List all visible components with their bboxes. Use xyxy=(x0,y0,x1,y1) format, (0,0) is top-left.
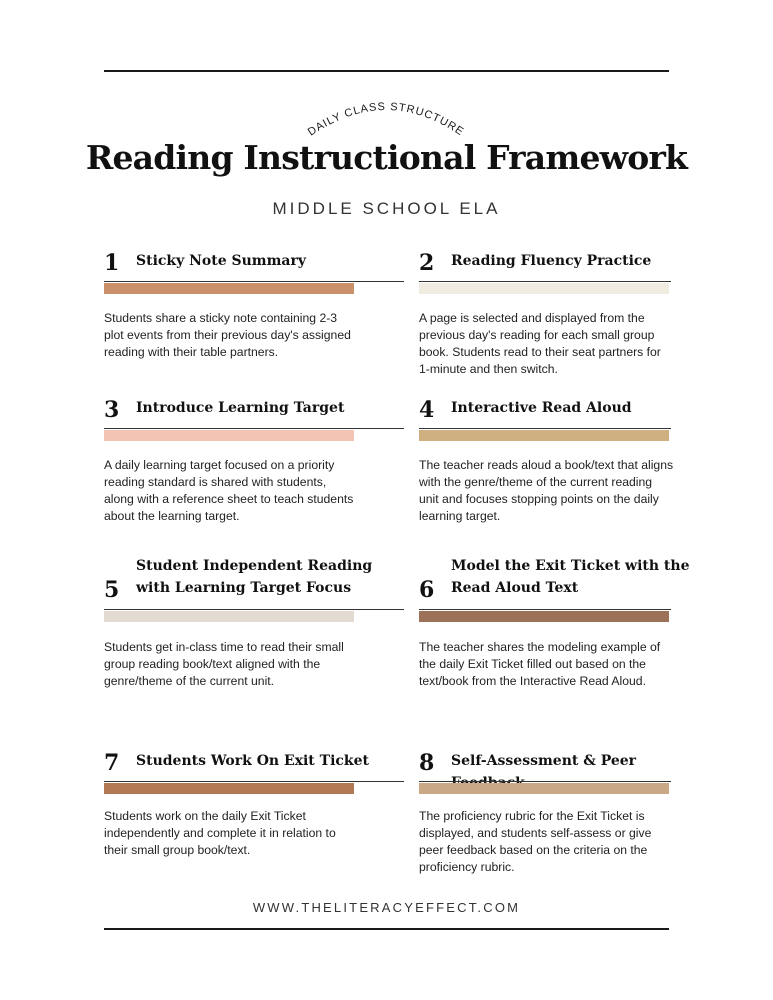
section-number: 8 xyxy=(419,750,435,776)
page-title: Reading Instructional Framework xyxy=(85,138,688,177)
section-heading-line: Students Work On Exit Ticket xyxy=(136,753,369,769)
section-number: 6 xyxy=(419,577,435,603)
section-description: Students share a sticky note containing 2-3 plot events from their previous day's assigned reading with their table partners. xyxy=(104,311,351,359)
section-heading-line: Sticky Note Summary xyxy=(136,253,307,269)
arc-text: DAILY CLASS STRUCTURE xyxy=(305,100,467,139)
section-divider xyxy=(419,609,671,610)
section-description: Students work on the daily Exit Ticket independently and complete it in relation to their small group book/text. xyxy=(104,809,336,857)
section-color-bar xyxy=(419,430,669,441)
section-color-bar xyxy=(419,283,669,294)
section-description: The proficiency rubric for the Exit Ticket is displayed, and students self-assess or give peer feedback based on the criteria on the proficiency rubric. xyxy=(419,809,652,874)
section-number: 4 xyxy=(419,397,435,423)
top-rule xyxy=(104,70,669,72)
section-divider xyxy=(419,428,671,429)
section-heading-line: Reading Fluency Practice xyxy=(451,253,652,269)
section-number: 5 xyxy=(104,577,120,603)
section-divider xyxy=(419,281,671,282)
section-color-bar xyxy=(104,283,354,294)
section-description: The teacher reads aloud a book/text that aligns with the genre/theme of the current reading unit and focuses stopping points on the daily learning target. xyxy=(419,458,674,523)
section-heading-line: Student Independent Reading xyxy=(136,558,373,574)
section-heading xyxy=(136,555,376,599)
section-description: A page is selected and displayed from the previous day's reading for each small group book. Students read to their seat partners for 1-minute and then switch. xyxy=(419,311,661,376)
section-heading-line: Introduce Learning Target xyxy=(136,400,345,416)
section-description: A daily learning target focused on a priority reading standard is shared with students, along with a reference sheet to teach students about the learning target. xyxy=(104,458,354,523)
section-divider xyxy=(104,428,404,429)
bottom-rule xyxy=(104,928,669,930)
section-heading xyxy=(136,397,376,419)
section-color-bar xyxy=(104,430,354,441)
section-heading-line: Self-Assessment & Peer xyxy=(451,753,637,769)
section-heading xyxy=(451,397,691,419)
section-divider xyxy=(104,781,404,782)
section-heading xyxy=(451,250,691,272)
section-divider xyxy=(419,781,671,782)
section-color-bar xyxy=(104,611,354,622)
section-color-bar xyxy=(419,783,669,794)
section-color-bar xyxy=(419,611,669,622)
footer-website: WWW.THELITERACYEFFECT.COM xyxy=(252,900,521,915)
section-divider xyxy=(104,609,404,610)
section-divider xyxy=(104,281,404,282)
section-heading-line: Read Aloud Text xyxy=(451,580,579,596)
section-heading-line: with Learning Target Focus xyxy=(136,580,352,596)
section-number: 1 xyxy=(104,250,120,276)
section-description: The teacher shares the modeling example of the daily Exit Ticket filled out based on the text/book from the Interactive Read Aloud. xyxy=(419,640,661,688)
section-number: 7 xyxy=(104,750,120,776)
section-number: 2 xyxy=(419,250,435,276)
section-description: Students get in-class time to read their small group reading book/text aligned with the genre/theme of the current unit. xyxy=(104,640,344,688)
section-heading-line: Interactive Read Aloud xyxy=(451,400,632,416)
section-heading xyxy=(136,750,376,772)
section-heading-line: Model the Exit Ticket with the xyxy=(451,558,690,574)
section-number: 3 xyxy=(104,397,120,423)
page-subtitle: MIDDLE SCHOOL ELA xyxy=(272,199,501,218)
section-color-bar xyxy=(104,783,354,794)
section-heading xyxy=(136,250,376,272)
section-heading xyxy=(451,555,691,599)
